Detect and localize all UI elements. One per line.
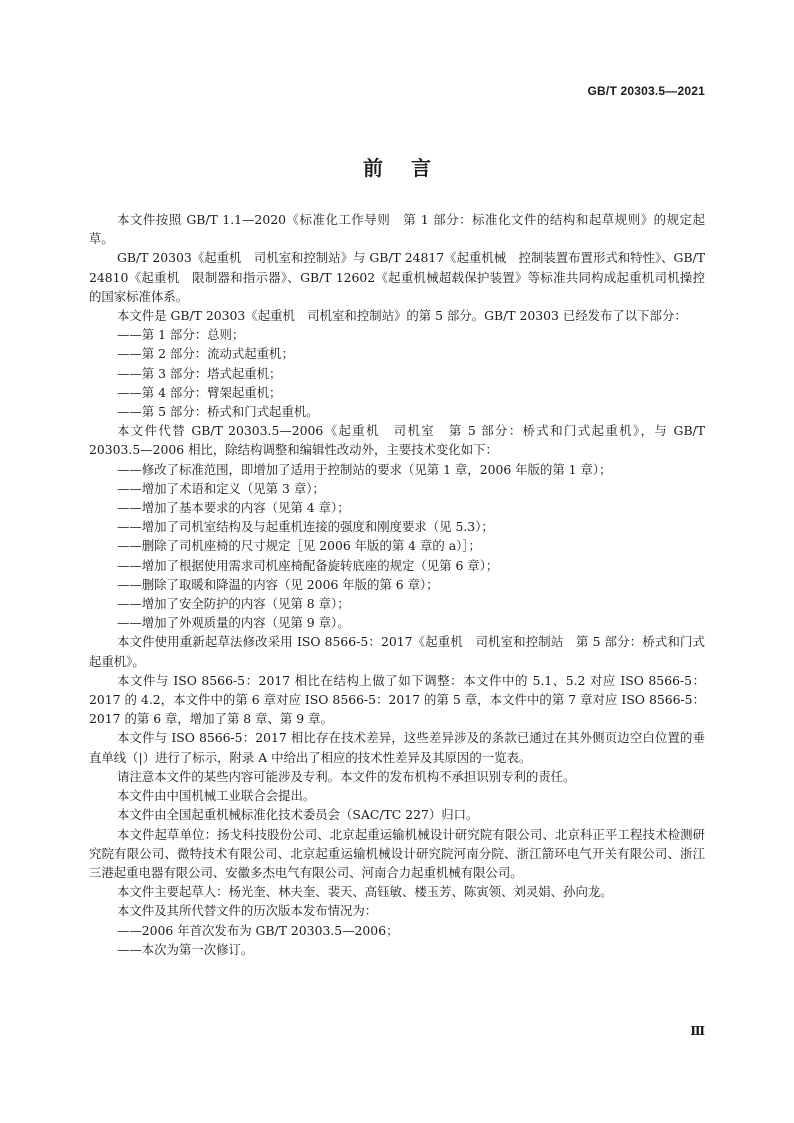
paragraph-technical-differences: 本文件与 ISO 8566-5：2017 相比存在技术差异，这些差异涉及的条款已通过在其外侧页边空白位置的垂直单线（|）进行了标示，附录 A 中给出了相应的技术性差异及其原因的一览表。 [89, 730, 705, 765]
paragraph-iso-adoption: 本文件使用重新起草法修改采用 ISO 8566-5：2017《起重机 司机室和控制站 第 5 部分：桥式和门式起重机》。 [89, 634, 705, 669]
paragraph-structure-changes: 本文件与 ISO 8566-5：2017 相比在结构上做了如下调整：本文件中的 5.1、5.2 对应 ISO 8566-5：2017 的 4.2，本文件中的第 6 章对应 ISO 8566-5：2017 的第 5 章，本文件中的第 7 章对应 ISO 8566-5：2017 的第 6 章，增加了第 8 章、第 9 章。 [89, 672, 705, 727]
list-item-part-5: ——第 5 部分：桥式和门式起重机。 [117, 404, 319, 420]
list-item-history: ——2006 年首次发布为 GB/T 20303.5—2006； [117, 922, 399, 938]
page-title: 前言 [363, 156, 459, 180]
paragraph-drafting-rules: 本文件按照 GB/T 1.1—2020《标准化工作导则 第 1 部分：标准化文件的结构和起草规则》的规定起草。 [89, 212, 705, 247]
list-item-part-4: ——第 4 部分：臂架起重机； [117, 384, 282, 400]
list-item-change: ——增加了根据使用需求司机座椅配备旋转底座的规定（见第 6 章）； [117, 557, 499, 573]
paragraph-drafters: 本文件主要起草人：杨光奎、林夫奎、裴天、高钰敏、楼玉芳、陈寅领、刘灵娟、孙向龙。 [117, 884, 613, 900]
list-item-part-1: ——第 1 部分：总则； [117, 327, 245, 343]
list-item-history: ——本次为第一次修订。 [117, 941, 254, 957]
list-item-part-3: ——第 3 部分：塔式起重机； [117, 365, 282, 381]
paragraph-patent-notice: 请注意本文件的某些内容可能涉及专利。本文件的发布机构不承担识别专利的责任。 [117, 768, 576, 784]
foreword-body [89, 210, 705, 959]
paragraph-part-info: 本文件是 GB/T 20303《起重机 司机室和控制站》的第 5 部分。GB/T 20303 已经发布了以下部分： [117, 308, 687, 324]
page-number: Ⅲ [690, 1024, 705, 1038]
paragraph-standard-system: GB/T 20303《起重机 司机室和控制站》与 GB/T 24817《起重机械 控制装置布置形式和特性》、GB/T 24810《起重机 限制器和指示器》、GB/T 12602《起重机械超载保护装置》等标准共同构成起重机司机操控的国家标准体系。 [89, 250, 705, 304]
paragraph-proposed-by: 本文件由中国机械工业联合会提出。 [117, 788, 316, 804]
list-item-change: ——增加了司机室结构及与起重机连接的强度和刚度要求（见 5.3）； [117, 519, 494, 535]
paragraph-under-jurisdiction: 本文件由全国起重机械标准化技术委员会（SAC/TC 227）归口。 [117, 807, 479, 823]
paragraph-replaces: 本文件代替 GB/T 20303.5—2006《起重机 司机室 第 5 部分：桥式和门式起重机》，与 GB/T 20303.5—2006 相比，除结构调整和编辑性改动外，主要技术变化如下： [89, 423, 705, 458]
standard-code: GB/T 20303.5—2021 [587, 84, 705, 98]
paragraph-drafting-units: 本文件起草单位：扬戈科技股份公司、北京起重运输机械设计研究院有限公司、北京科正平工程技术检测研究院有限公司、微特技术有限公司、北京起重运输机械设计研究院河南分院、浙江箭环电气开关有限公司、浙江三港起重电器有限公司、安徽多杰电气有限公司、河南合力起重机械有限公司。 [89, 826, 705, 880]
list-item-change: ——修改了标准范围，即增加了适用于控制站的要求（见第 1 章，2006 年版的第 1 章）； [117, 461, 612, 477]
paragraph-version-history: 本文件及其所代替文件的历次版本发布情况为： [117, 903, 378, 919]
list-item-change: ——增加了基本要求的内容（见第 4 章）； [117, 500, 350, 516]
list-item-change: ——删除了取暖和降温的内容（见 2006 年版的第 6 章）； [117, 576, 439, 592]
list-item-part-2: ——第 2 部分：流动式起重机； [117, 346, 294, 362]
list-item-change: ——增加了外观质量的内容（见第 9 章）。 [117, 615, 350, 631]
list-item-change: ——删除了司机座椅的尺寸规定［见 2006 年版的第 4 章的 a）］； [117, 538, 481, 554]
list-item-change: ——增加了术语和定义（见第 3 章）； [117, 480, 325, 496]
list-item-change: ——增加了安全防护的内容（见第 8 章）； [117, 596, 350, 612]
